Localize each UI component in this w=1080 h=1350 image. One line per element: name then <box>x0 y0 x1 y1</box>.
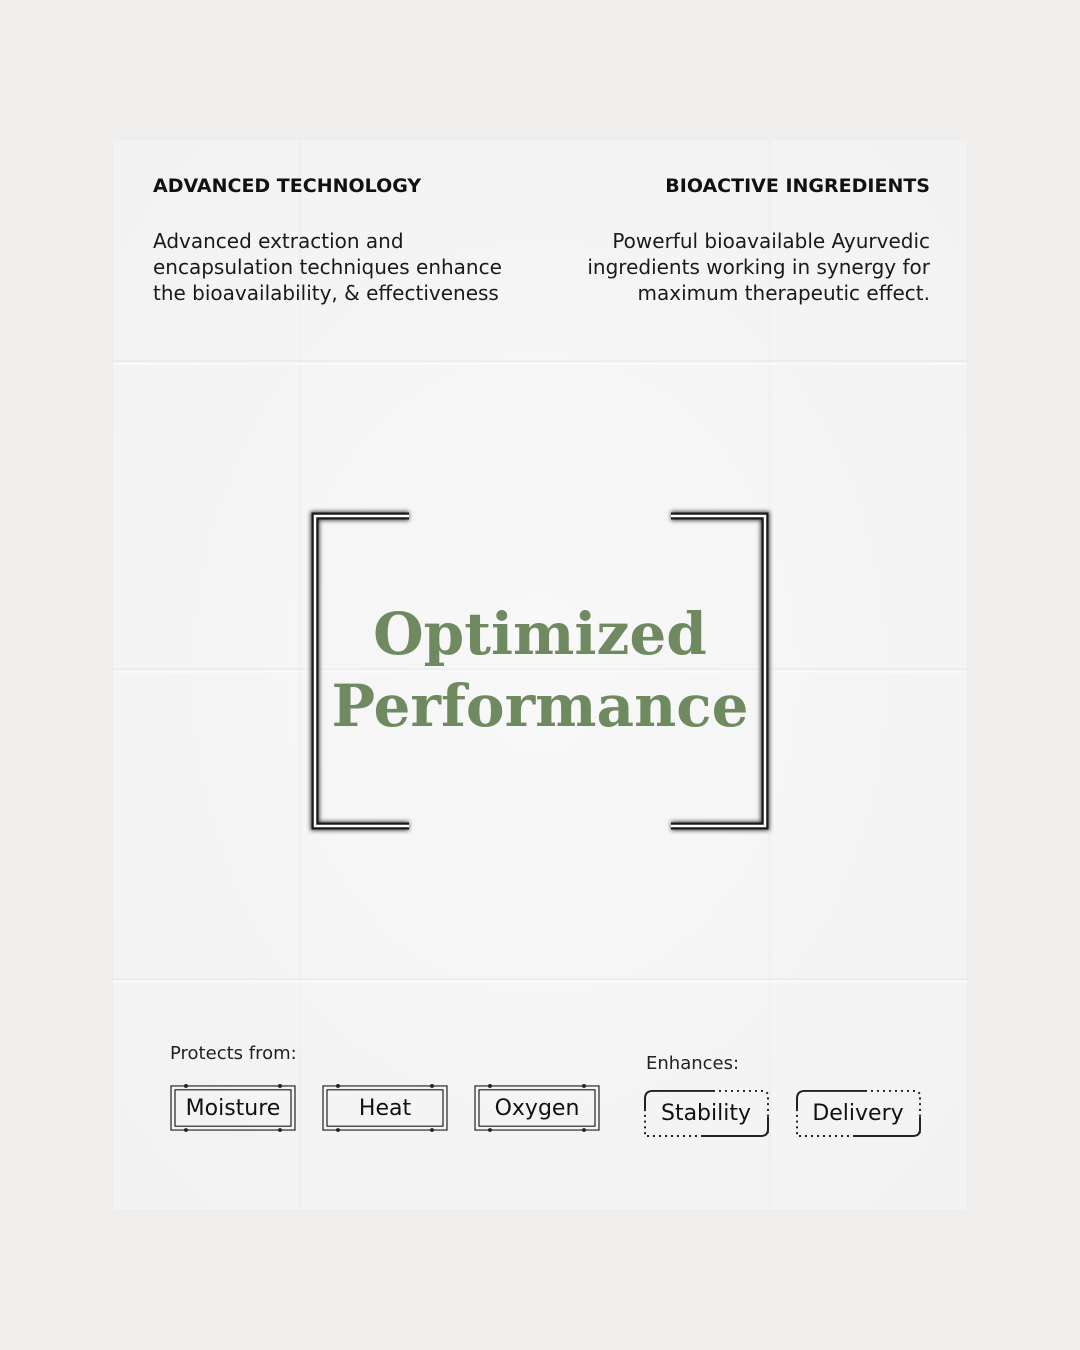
title-line-1: Optimized <box>373 600 707 668</box>
protects-from-label: Protects from: <box>170 1043 297 1064</box>
advanced-technology-heading: ADVANCED TECHNOLOGY <box>153 175 422 197</box>
description-line: maximum therapeutic effect. <box>637 281 930 305</box>
title-line-2: Performance <box>331 672 749 740</box>
enhances-label: Enhances: <box>646 1053 740 1074</box>
description-line: Powerful bioavailable Ayurvedic <box>612 229 930 253</box>
badge-label: Delivery <box>812 1100 904 1126</box>
page-title <box>305 598 775 742</box>
heat-badge <box>322 1085 448 1131</box>
moisture-badge <box>170 1085 296 1131</box>
badge-label: Moisture <box>185 1095 281 1121</box>
badge-label: Oxygen <box>494 1095 580 1121</box>
stability-badge <box>643 1090 769 1136</box>
description-line: Advanced extraction and <box>153 229 404 253</box>
badge-label: Heat <box>358 1095 412 1121</box>
description-line: the bioavailability, & effectiveness <box>153 281 499 305</box>
bioactive-ingredients-description <box>555 228 930 306</box>
delivery-badge <box>795 1090 921 1136</box>
description-line: encapsulation techniques enhance <box>153 255 502 279</box>
oxygen-badge <box>474 1085 600 1131</box>
advanced-technology-description <box>153 228 528 306</box>
bioactive-ingredients-heading: BIOACTIVE INGREDIENTS <box>665 175 930 197</box>
badge-label: Stability <box>660 1100 752 1126</box>
description-line: ingredients working in synergy for <box>587 255 930 279</box>
